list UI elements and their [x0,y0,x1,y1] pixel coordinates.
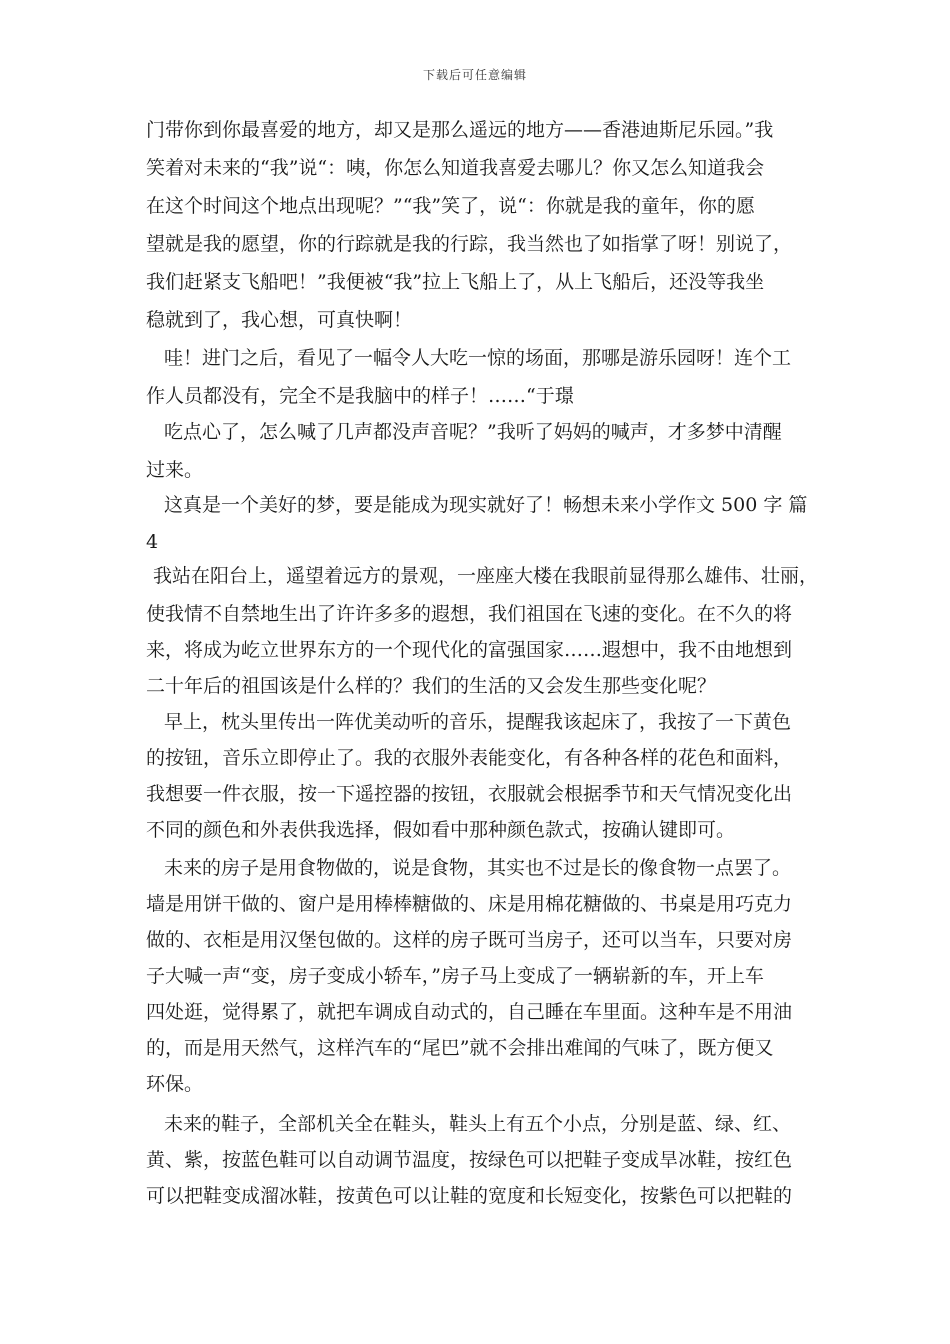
text-line: 的，而是用天然气，这样汽车的“尾巴”就不会排出难闻的气味了，既方便又 [146,1037,774,1059]
paragraph-start-line: 未来的房子是用食物做的，说是食物，其实也不过是长的像食物一点罢了。 [164,857,792,879]
text-line: 二十年后的祖国该是什么样的？我们的生活的又会发生那些变化呢？ [146,675,717,697]
text-line: 作人员都没有，完全不是我脑中的样子！……“于璟 [146,385,574,407]
text-line: 环保。 [146,1073,204,1095]
text-line: 黄、紫，按蓝色鞋可以自动调节温度，按绿色可以把鞋子变成旱冰鞋，按红色 [146,1149,793,1171]
text-line: 可以把鞋变成溜冰鞋，按黄色可以让鞋的宽度和长短变化，按紫色可以把鞋的 [146,1185,793,1207]
text-line: 门带你到你最喜爱的地方，却又是那么遥远的地方——香港迪斯尼乐园。”我 [146,119,774,141]
paragraph-start-line: 未来的鞋子，全部机关全在鞋头，鞋头上有五个小点，分别是蓝、绿、红、 [164,1113,792,1135]
text-line: 我们赶紧支飞船吧！”我便被“我”拉上飞船上了，从上飞船后，还没等我坐 [146,271,765,293]
text-line: 子大喊一声“变，房子变成小轿车，”房子马上变成了一辆崭新的车，开上车 [146,965,764,987]
paragraph-start-line: 早上，枕头里传出一阵优美动听的音乐，提醒我该起床了，我按了一下黄色 [164,711,792,733]
text-line: 过来。 [146,459,204,481]
paragraph-start-line: 我站在阳台上，遥望着远方的景观，一座座大楼在我眼前显得那么雄伟、壮丽， [153,565,819,587]
text-line: 我想要一件衣服，按一下遥控器的按钮，衣服就会根据季节和天气情况变化出 [146,783,793,805]
text-line: 不同的颜色和外表供我选择，假如看中那种颜色款式，按确认键即可。 [146,819,736,841]
paragraph-start-line: 哇！进门之后，看见了一幅令人大吃一惊的场面，那哪是游乐园呀！连个工 [164,347,792,369]
text-line: 四处逛，觉得累了，就把车调成自动式的，自己睡在车里面。这种车是不用油 [146,1001,793,1023]
text-line: 稳就到了，我心想，可真快啊！ [146,309,413,331]
paragraph-start-line: 吃点心了，怎么喊了几声都没声音呢？”我听了妈妈的喊声，才多梦中清醒 [164,421,782,443]
text-line: 笑着对未来的“我”说“：咦，你怎么知道我喜爱去哪儿？你又怎么知道我会 [146,157,765,179]
text-line: 做的、衣柜是用汉堡包做的。这样的房子既可当房子，还可以当车，只要对房 [146,929,793,951]
text-line: 使我情不自禁地生出了许许多多的遐想，我们祖国在飞速的变化。在不久的将 [146,603,793,625]
paragraph-start-line: 这真是一个美好的梦，要是能成为现实就好了！畅想未来小学作文 500 字 篇 [164,494,808,516]
text-line: 4 [146,531,159,553]
text-line: 望就是我的愿望，你的行踪就是我的行踪，我当然也了如指掌了呀！别说了， [146,233,793,255]
text-line: 来，将成为屹立世界东方的一个现代化的富强国家……遐想中，我不由地想到 [146,639,793,661]
text-line: 在这个时间这个地点出现呢？”“我”笑了，说“：你就是我的童年，你的愿 [146,195,755,217]
text-line: 的按钮，音乐立即停止了。我的衣服外表能变化，有各种各样的花色和面料， [146,747,793,769]
page-header: 下载后可任意编辑 [422,68,527,82]
text-line: 墙是用饼干做的、窗户是用棒棒糖做的、床是用棉花糖做的、书桌是用巧克力 [146,893,793,915]
